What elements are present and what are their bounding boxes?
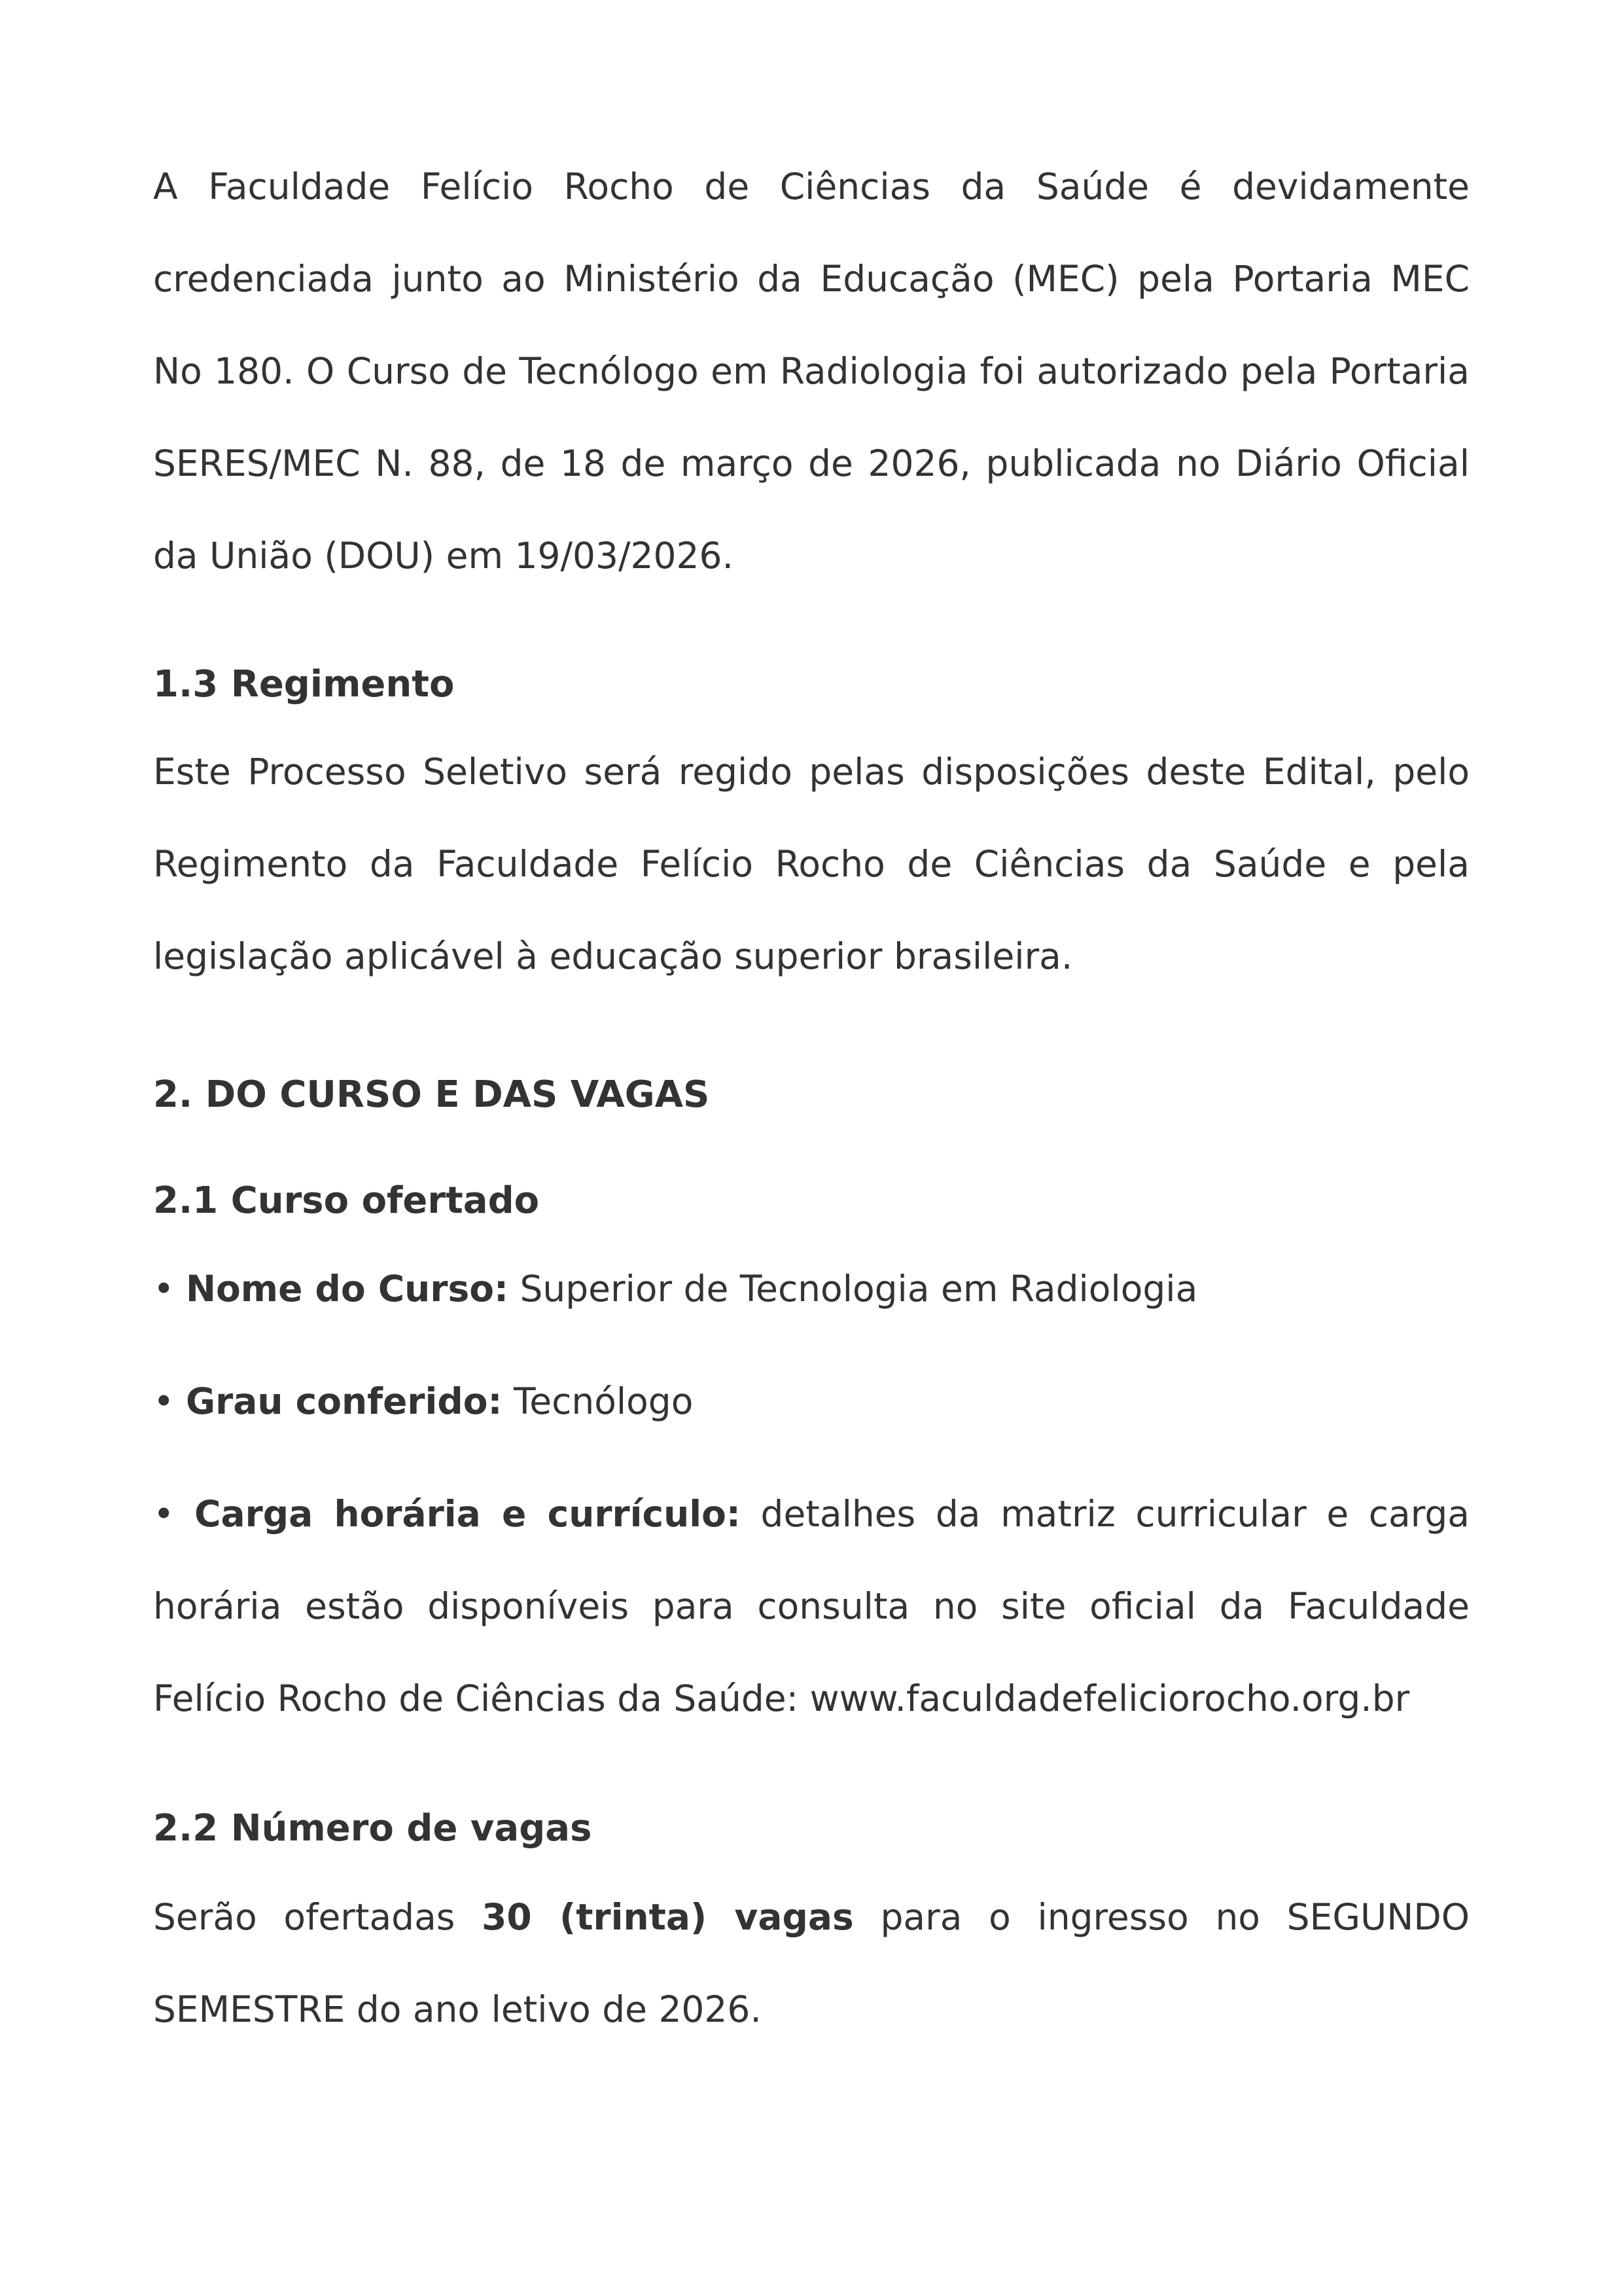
list-item-grau: [153, 1355, 1470, 1448]
heading-curso-vagas: 2. DO CURSO E DAS VAGAS: [153, 1073, 710, 1116]
item-value: detalhes da matriz curricular e carga horária estão disponíveis para consulta no site oficial da Faculdade Felício Rocho de Ciências da Saúde: www.faculdadefeliciorocho.org.br: [153, 1493, 1470, 1719]
vagas-text-before: Serão ofertadas: [153, 1896, 482, 1938]
paragraph-vagas: [153, 1871, 1470, 2056]
item-label: Carga horária e currículo:: [194, 1493, 741, 1535]
item-label: Grau conferido:: [185, 1380, 503, 1422]
paragraph-accreditation: A Faculdade Felício Rocho de Ciências da Saúde é devidamente credenciada junto ao Ministério da Educação (MEC) pela Portaria MEC No 180. O Curso de Tecnólogo em Radiologia foi autorizado pela Portaria SERES/MEC N. 88, de 18 de março de 2026, publicada no Diário Oficial da União (DOU) em 19/03/2026.: [153, 166, 1470, 577]
bullet-icon: •: [153, 1380, 175, 1422]
heading-curso-ofertado: 2.1 Curso ofertado: [153, 1179, 540, 1222]
vagas-text-after: para o ingresso no SEGUNDO SEMESTRE do ano letivo de 2026.: [153, 1896, 1470, 2030]
vagas-count: 30 (trinta) vagas: [482, 1896, 854, 1938]
item-label: Nome do Curso:: [185, 1268, 508, 1310]
list-item-carga-horaria: [153, 1468, 1470, 1745]
item-value: Tecnólogo: [502, 1380, 694, 1422]
list-item-nome-curso: [153, 1243, 1470, 1335]
heading-numero-vagas: 2.2 Número de vagas: [153, 1807, 592, 1850]
heading-regimento: 1.3 Regimento: [153, 663, 455, 706]
bullet-icon: •: [153, 1268, 175, 1310]
item-value: Superior de Tecnologia em Radiologia: [508, 1268, 1198, 1310]
bullet-icon: •: [153, 1493, 175, 1535]
paragraph-regimento: Este Processo Seletivo será regido pelas disposições deste Edital, pelo Regimento da Faculdade Felício Rocho de Ciências da Saúde e pela legislação aplicável à educação superior brasileira.: [153, 751, 1470, 977]
